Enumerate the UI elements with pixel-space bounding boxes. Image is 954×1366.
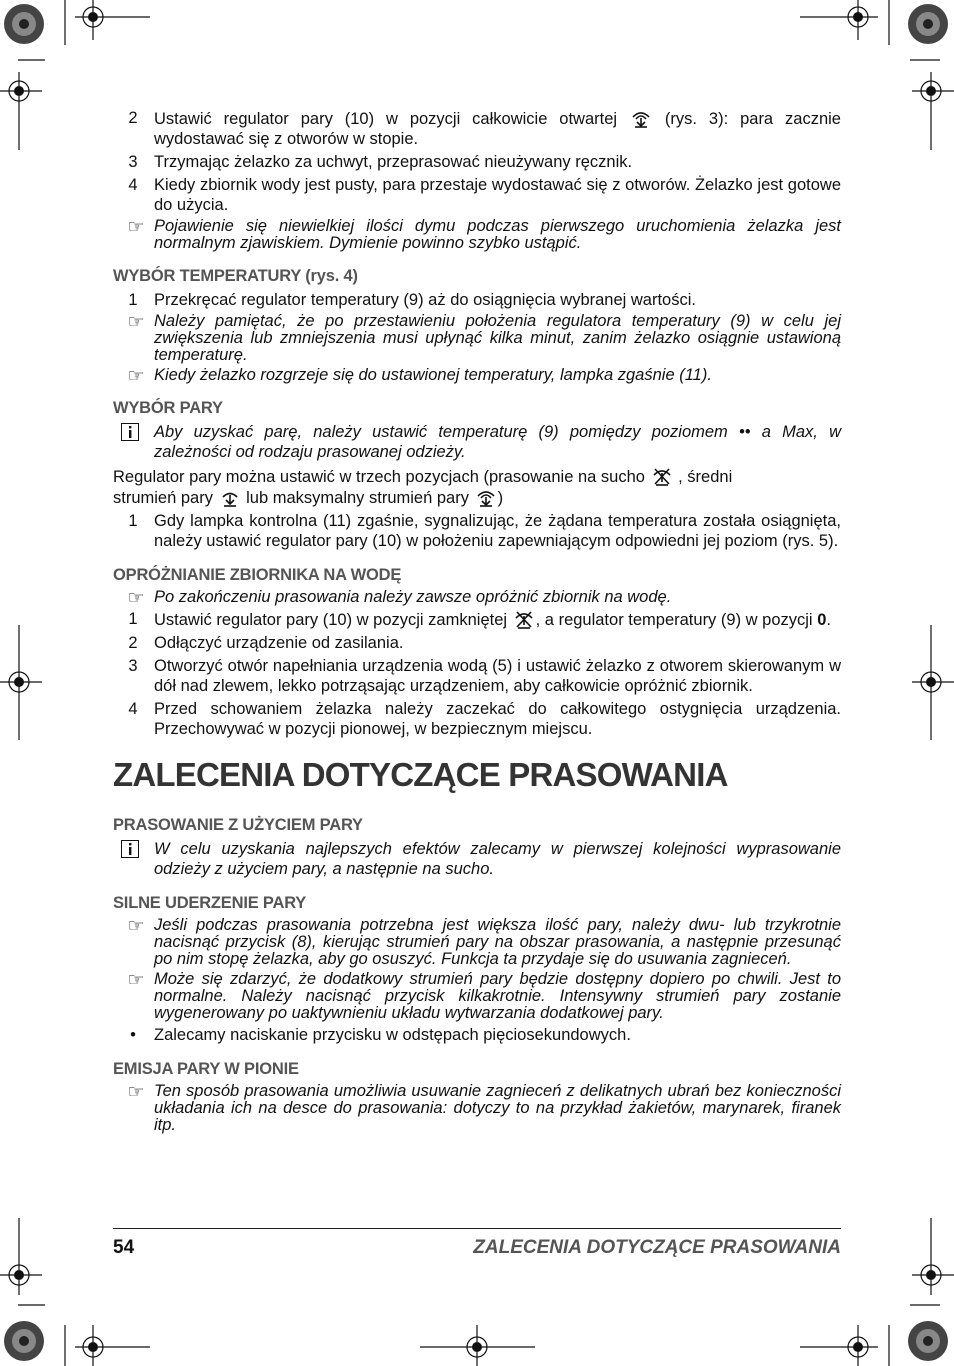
list-number: 1 [128, 512, 138, 530]
info-text: Aby uzyskać parę, należy ustawić temperaturę (9) pomiędzy poziomem •• a Max, w zależności od rodzaju prasowanej odzieży. [154, 423, 841, 461]
note-item [113, 1083, 841, 1134]
paragraph-text: strumień pary [113, 489, 213, 507]
steam-max-icon [474, 487, 498, 507]
bullet-marker: • [130, 1026, 136, 1044]
note-item [113, 971, 841, 1022]
list-item [113, 108, 841, 149]
list-number: 4 [128, 176, 138, 194]
list-text: Otworzyć otwór napełniania urządzenia wodą (5) i ustawić żelazko z otworem skierowanym w dół nad zlewem, lekko potrząsając urządzeniem, aby całkowicie opróżnić zbiornik. [154, 657, 841, 695]
note-text: Pojawienie się niewielkiej ilości dymu podczas pierwszego uruchomienia żelazka jest normalnym zjawiskiem. Dymienie powinno szybko ustąpić. [154, 217, 841, 252]
steam-off-icon [650, 466, 674, 486]
pointing-hand-icon: ☞ [127, 970, 145, 991]
list-text: Przed schowaniem żelazka należy zaczekać do całkowitego ostygnięcia urządzenia. Przechowywać w pozycji pionowej, w bezpiecznym miejscu. [154, 700, 841, 738]
page-title: ZALECENIA DOTYCZĄCE PRASOWANIA [113, 756, 728, 793]
pointing-hand-icon: ☞ [127, 588, 145, 609]
list-text: (rys. 3): para zacznie wydostawać się z otworów w stopie. [154, 110, 841, 148]
list-item [113, 511, 841, 551]
steam-medium-icon [218, 487, 242, 507]
note-item [113, 917, 841, 968]
bullet-item [113, 1025, 841, 1045]
note-text: Kiedy żelazko rozgrzeje się do ustawionej temperatury, lampka zgaśnie (11). [154, 366, 712, 384]
note-text: Należy pamiętać, że po przestawieniu położenia regulatora temperatury (9) w celu jej zwiększenia lub zmniejszenia musi upłynąć kilka minut, zanim żelazko osiągnie ustawioną temperaturę. [154, 312, 841, 364]
info-item [113, 422, 841, 462]
list-item [113, 609, 841, 630]
pointing-hand-icon: ☞ [127, 1082, 145, 1103]
footer-divider [113, 1228, 841, 1229]
section-heading: WYBÓR TEMPERATURY (rys. 4) [113, 267, 358, 285]
steam-max-icon [629, 108, 653, 128]
list-item [113, 290, 841, 310]
page-number: 54 [113, 1237, 135, 1258]
note-text: Może się zdarzyć, że dodatkowy strumień pary będzie dostępny dopiero po chwili. Jest to normalne. Należy nacisnąć przycisk kilkakrotnie. Intensywny strumień pary zostanie wygenerowany po uaktywnieniu układu wytwarzania dodatkowej pary. [154, 970, 841, 1022]
list-text: . [826, 611, 831, 629]
list-item [113, 152, 841, 172]
section-heading: PRASOWANIE Z UŻYCIEM PARY [113, 816, 363, 834]
page-content [113, 108, 841, 1137]
paragraph-text: lub maksymalny strumień pary [246, 489, 469, 507]
note-item [113, 313, 841, 364]
running-title: ZALECENIA DOTYCZĄCE PRASOWANIA [473, 1237, 841, 1258]
paragraph [113, 466, 841, 508]
paragraph-text: ) [497, 489, 504, 507]
section-heading: SILNE UDERZENIE PARY [113, 894, 307, 912]
list-text: , a regulator temperatury (9) w pozycji [535, 611, 813, 629]
list-number: 2 [128, 109, 138, 127]
note-item [113, 218, 841, 252]
steam-off-icon [512, 609, 536, 629]
note-text: Ten sposób prasowania umożliwia usuwanie zagnieceń z delikatnych ubrań bez konieczności układania ich na desce do prasowania: dotyczy to na przykład żakietów, marynarek, firanek itp. [154, 1082, 841, 1134]
list-number: 3 [128, 657, 138, 675]
section-heading: EMISJA PARY W PIONIE [113, 1060, 299, 1078]
pointing-hand-icon: ☞ [127, 916, 145, 937]
pointing-hand-icon: ☞ [127, 217, 145, 238]
list-item [113, 633, 841, 653]
list-text-bold: 0 [817, 611, 827, 629]
note-text: Jeśli podczas prasowania potrzebna jest większa ilość pary, należy dwu- lub trzykrotnie nacisnąć przycisk (8), kierując strumień pary na obszar prasowania, a następnie przesunąć po nim stopę żelazka, aby go osuszyć. Funkcja ta przydaje się do usuwania zagnieceń. [154, 916, 841, 968]
pointing-hand-icon: ☞ [127, 366, 145, 387]
list-text: Przekręcać regulator temperatury (9) aż do osiągnięcia wybranej wartości. [154, 291, 696, 309]
list-number: 1 [128, 610, 138, 628]
note-item [113, 588, 841, 609]
list-text: Gdy lampka kontrolna (11) zgaśnie, sygnalizując, że żądana temperatura została osiągnięta, należy ustawić regulator pary (10) w położeniu zapewniającym odpowiedni jej poziom (rys. 5). [154, 512, 841, 550]
list-text: Ustawić regulator pary (10) w pozycji zamkniętej [154, 611, 508, 629]
info-icon [121, 840, 139, 858]
note-item [113, 366, 841, 387]
list-number: 4 [128, 700, 138, 718]
list-item [113, 656, 841, 696]
info-item [113, 839, 841, 879]
list-text: Kiedy zbiornik wody jest pusty, para przestaje wydostawać się z otworów. Żelazko jest gotowe do użycia. [154, 176, 841, 214]
list-text: Trzymając żelazko za uchwyt, przeprasować nieużywany ręcznik. [154, 153, 633, 171]
info-text: W celu uzyskania najlepszych efektów zalecamy w pierwszej kolejności wyprasowanie odzieży z użyciem pary, a następnie na sucho. [154, 840, 841, 878]
section-heading: OPRÓŻNIANIE ZBIORNIKA NA WODĘ [113, 566, 402, 584]
note-text: Po zakończeniu prasowania należy zawsze opróżnić zbiornik na wodę. [154, 588, 672, 606]
paragraph-text: , średni [678, 468, 733, 486]
section-heading: WYBÓR PARY [113, 399, 223, 417]
list-number: 3 [128, 153, 138, 171]
list-number: 1 [128, 291, 138, 309]
pointing-hand-icon: ☞ [127, 312, 145, 333]
bullet-text: Zalecamy naciskanie przycisku w odstępach pięciosekundowych. [154, 1026, 631, 1044]
list-item [113, 699, 841, 739]
list-item [113, 175, 841, 215]
list-text: Odłączyć urządzenie od zasilania. [154, 634, 404, 652]
list-number: 2 [128, 634, 138, 652]
list-text: Ustawić regulator pary (10) w pozycji całkowicie otwartej [154, 110, 618, 128]
info-icon [121, 423, 139, 441]
paragraph-text: Regulator pary można ustawić w trzech pozycjach (prasowanie na sucho [113, 468, 645, 486]
